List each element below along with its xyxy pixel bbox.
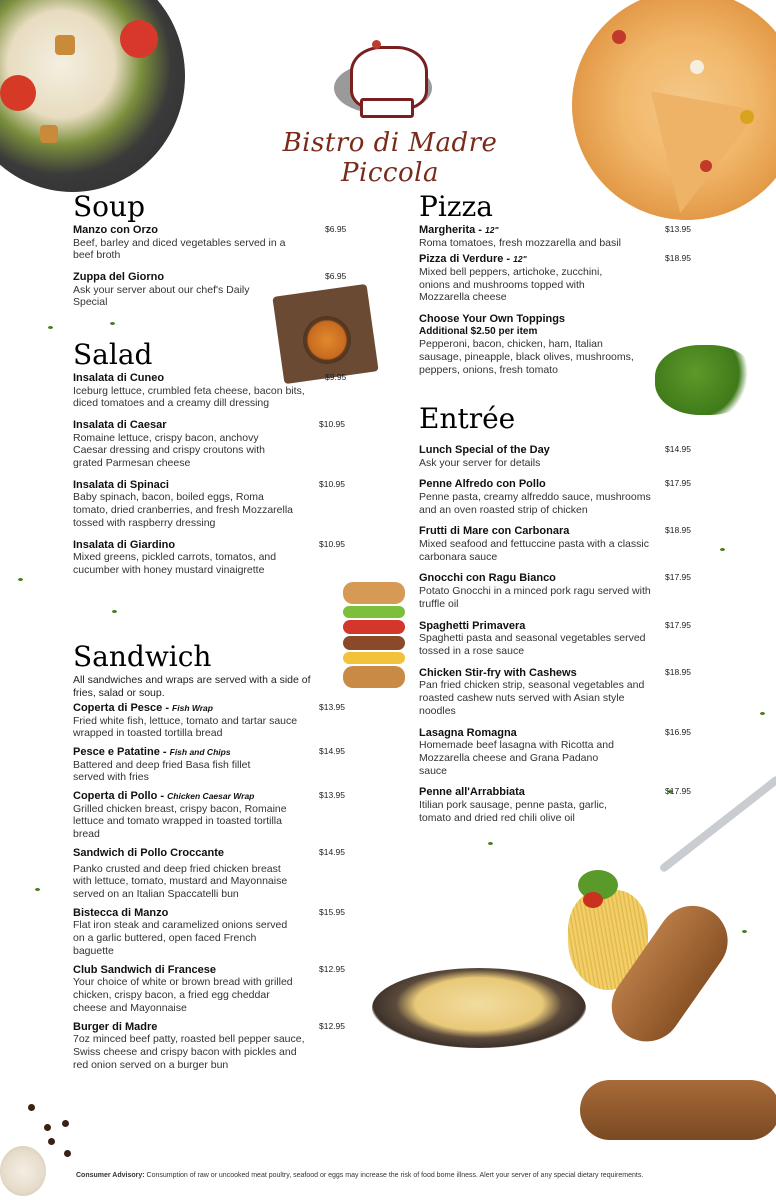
section-title-sandwich: Sandwich [73,640,212,673]
herb-leaf [488,842,493,845]
item-name: Pizza di Verdure [419,253,504,266]
item-name: Insalata di Spinaci [73,478,169,491]
item-description: Baby spinach, bacon, boiled eggs, Roma tomato, dried cranberries, and fresh Mozzarella tossed with raspberry dressing [73,491,294,530]
menu-item [73,271,348,309]
item-description: Mixed greens, pickled carrots, tomatos, and cucumber with honey mustard vinaigrette [73,551,277,577]
pizza-topping [740,110,754,124]
item-name: Insalata di Cuneo [73,372,165,384]
restaurant-name: Bistro di Madre Piccola [282,128,498,188]
item-price: $12.95 [319,1020,345,1031]
item-price: $6.95 [325,271,347,282]
item-description: Mixed seafood and fettuccine pasta with a classic carbonara sauce [419,537,649,563]
menu-item: Pesce e Patatine - Fish and Chips Battered and deep fried Basa fish fillet served with fries $14.95 [73,746,345,784]
peppercorn [62,1120,69,1127]
item-description: Spaghetti pasta and seasonal vegetables served tossed in a rose sauce [419,632,646,657]
garlic-image [0,1146,46,1196]
menu-item [73,1021,353,1072]
item-price: $12.95 [319,963,345,974]
salad-section [73,340,353,586]
menu-item [73,847,353,901]
peppercorn [48,1138,55,1145]
item-description: Grilled chicken breast, crispy bacon, Romaine lettuce and tomato wrapped in toasted tortilla bread [73,802,287,841]
item-price: $13.95 [319,790,345,801]
item-price: $18.95 [665,525,691,536]
section-title-soup: Soup [73,190,145,223]
item-description: Pan fried chicken strip, seasonal vegetables and roasted cashew nuts served with Asian style noodles [419,679,645,717]
item-description: Iceburg lettuce, crumbled feta cheese, bacon bits, diced tomatoes and a creamy dill dressing [73,384,305,410]
item-description: Homemade beef lasagna with Ricotta and Mozzarella cheese and Grana Padano sauce [419,739,614,777]
menu-item [419,667,699,718]
menu-item [419,478,699,516]
menu-item [419,727,699,778]
item-name: Insalata di Caesar [73,419,167,432]
pasta-plate-image [372,968,586,1048]
item-price: $17.95 [665,478,691,489]
item-name: Manzo con Orzo [73,224,158,236]
peppercorn [64,1150,71,1157]
section-title-salad: Salad [73,338,153,371]
item-name: Spaghetti Primavera [419,619,526,632]
item-description: Ask your server about our chef's Daily Special [73,283,250,309]
herb-leaf [110,322,115,325]
pizza-topping [612,30,626,44]
sandwich-section [73,642,353,1072]
menu-item: Pizza di Verdure - 12" Mixed bell peppers, artichoke, zucchini, onions and mushrooms topped with Mozzarella cheese $18.95 [419,253,691,304]
item-price: $6.95 [325,224,347,234]
item-description: Penne pasta, creamy alfreddo sauce, mushrooms and an oven roasted strip of chicken [419,490,651,516]
menu-item [73,224,348,262]
item-price: $10.95 [319,478,345,489]
menu-item [73,479,353,530]
herb-leaf [35,888,40,891]
bread-image [580,1080,776,1140]
item-price: $18.95 [665,666,691,677]
menu-item [73,964,353,1015]
item-description: Flat iron steak and caramelized onions served on a garlic buttered, open faced French baguette [73,919,288,958]
menu-item: Margherita - 12" Roma tomatoes, fresh mozzarella and basil $13.95 [419,224,691,249]
herb-leaf [112,610,117,613]
item-description: Beef, barley and diced vegetables served in a beef broth [73,236,286,262]
menu-item [73,419,353,470]
section-note: All sandwiches and wraps are served with a side of fries, salad or soup. [73,674,311,699]
item-extra-charge: Additional $2.50 per item [419,325,538,337]
herb-leaf [742,930,747,933]
item-description: Ask your server for details [419,456,541,469]
pizza-section [419,192,699,386]
herb-leaf [18,578,23,581]
item-subtitle: Fish and Chips [169,747,231,758]
menu-item [419,444,699,469]
item-name: Insalata di Giardino [73,538,176,551]
item-name: Bistecca di Manzo [73,906,169,919]
item-description: Pepperoni, bacon, chicken, ham, Italian sausage, pineapple, black olives, mushrooms, peppers, onions, fresh tomato [419,338,634,376]
menu-item [73,372,353,410]
item-price: $17.95 [665,572,691,583]
item-description: Mixed bell peppers, artichoke, zucchini, onions and mushrooms topped with Mozzarella cheese [419,265,603,304]
menu-item [73,539,353,577]
item-name: Sandwich di Pollo Croccante [73,847,224,860]
menu-item [419,572,699,610]
item-price: $10.95 [319,419,345,430]
item-name: Chicken Stir-fry with Cashews [419,666,577,679]
item-description: Fried white fish, lettuce, tomato and tartar sauce wrapped in toasted tortilla bread [73,714,298,740]
item-name: Penne all'Arrabbiata [419,786,525,799]
chef-hat-logo [332,40,440,122]
crouton-image [40,125,58,143]
soup-section [73,192,348,318]
item-price: $18.95 [665,253,691,264]
section-title-pizza: Pizza [419,190,493,223]
advisory-text: Consumption of raw or uncooked meat poultry, seafood or eggs may increase the risk of food borne illness. Alert your server of any special dietary requirements. [146,1172,644,1179]
item-subtitle: Fish Wrap [172,703,213,713]
tomato-image [120,20,158,58]
item-price: $14.95 [319,746,345,757]
menu-item: Coperta di Pollo - Chicken Caesar Wrap Grilled chicken breast, crispy bacon, Romaine lettuce and tomato wrapped in toasted tortilla bread $13.95 [73,790,345,841]
section-title-entree: Entrée [419,402,516,435]
item-name: Margherita [419,224,476,236]
item-subtitle: 12" [485,225,499,235]
peppercorn [44,1124,51,1131]
entree-section [419,404,699,834]
item-price: $10.95 [319,538,345,549]
item-description: Panko crusted and deep fried chicken breast with lettuce, tomato, mustard and Mayonnaise served on an Italian Spaccatelli bun [73,862,288,901]
pizza-topping [690,60,704,74]
item-name: Frutti di Mare con Carbonara [419,525,570,538]
item-description: Potato Gnocchi in a minced pork ragu served with truffle oil [419,584,651,610]
item-name: Coperta di Pollo [73,790,158,803]
pizza-topping [700,160,712,172]
item-price: $13.95 [319,702,345,712]
item-price: $14.95 [319,847,345,858]
item-description: Romaine lettuce, crispy bacon, anchovy Caesar dressing and crispy croutons with grated Parmesan cheese [73,431,266,470]
item-price: $15.95 [319,906,345,917]
item-price: $14.95 [665,444,691,454]
item-name: Burger di Madre [73,1020,158,1033]
item-price: $9.95 [325,372,347,382]
item-price: $17.95 [665,786,691,797]
item-description: Itilian pork sausage, penne pasta, garlic, tomato and dried red chili olive oil [419,798,607,824]
crouton-image [55,35,75,55]
item-name: Coperta di Pesce [73,702,163,714]
item-name: Choose Your Own Toppings [419,313,566,326]
item-subtitle: 12" [513,254,527,265]
item-price: $13.95 [665,224,691,234]
item-subtitle: Chicken Caesar Wrap [167,791,255,802]
item-name: Club Sandwich di Francese [73,963,217,976]
item-description: Your choice of white or brown bread with grilled chicken, crispy bacon, a fried egg cheddar cheese and Mayonnaise [73,976,293,1014]
menu-item [419,525,699,563]
menu-item [419,313,699,376]
item-price: $17.95 [665,619,691,630]
herb-leaf [48,326,53,329]
menu-item [419,786,699,824]
menu-item: Coperta di Pesce - Fish Wrap Fried white fish, lettuce, tomato and tartar sauce wrapped in toasted tortilla bread $13.95 [73,702,345,740]
menu-item [419,620,699,658]
item-name: Penne Alfredo con Pollo [419,478,546,491]
item-name: Lunch Special of the Day [419,444,550,456]
item-description: 7oz minced beef patty, roasted bell pepper sauce, Swiss cheese and crispy bacon with pickles and red onion served on a burger bun [73,1033,305,1071]
item-description: Battered and deep fried Basa fish fillet served with fries [73,758,251,784]
herb-leaf [760,712,765,715]
item-name: Zuppa del Giorno [73,271,165,284]
herb-leaf [720,548,725,551]
item-name: Gnocchi con Ragu Bianco [419,572,556,585]
item-price: $16.95 [665,726,691,737]
tomato-image [0,75,36,111]
peppercorn [28,1104,35,1111]
item-name: Pesce e Patatine [73,746,160,759]
menu-item [73,907,353,958]
item-description: Roma tomatoes, fresh mozzarella and basil [419,236,621,249]
item-name: Lasagna Romagna [419,726,517,739]
consumer-advisory [76,1172,716,1179]
advisory-label: Consumer Advisory: [76,1172,145,1179]
